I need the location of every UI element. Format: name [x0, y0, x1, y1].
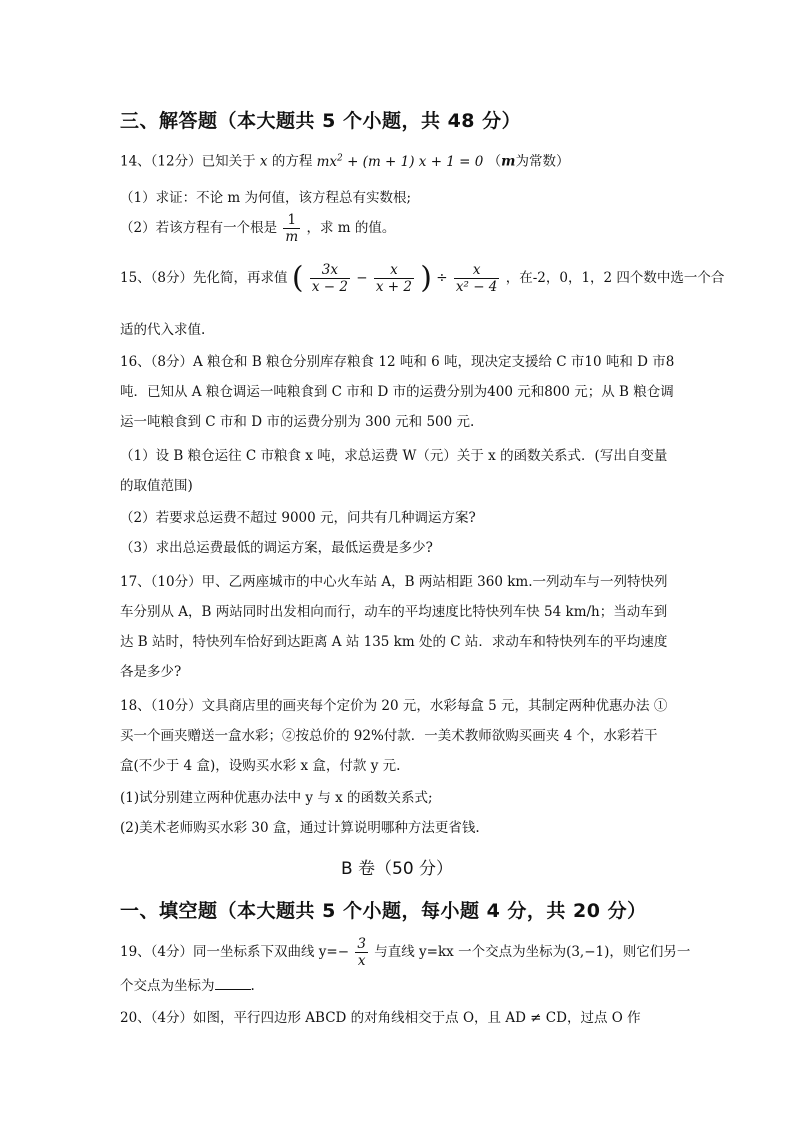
question-19-line-2: 个交点为坐标为 .: [120, 978, 255, 994]
question-14-part-2: （2）若该方程有一个根是 $\frac{1}{m}$ ，求 m 的值。: [120, 212, 396, 245]
question-17-line-3: 达 B 站时，特快列车恰好到达距离 A 站 135 km 处的 C 站．求动车和特快列车的平均速度: [120, 634, 668, 650]
fraction-3-over-x: $\frac{3}{x}$: [357, 936, 366, 969]
question-16-part-3: （3）求出总运费最低的调运方案，最低运费是多少?: [120, 540, 433, 556]
question-18-line-3: 盒(不少于 4 盒)，设购买水彩 x 盒，付款 y 元.: [120, 758, 401, 774]
question-16-part-1-cont: 的取值范围): [120, 478, 193, 494]
question-19-stem: 19、（4分）同一坐标系下双曲线 y=− $\frac{3}{x}$ 与直线 y=kx 一个交点为坐标为(3,−1)，则它们另一: [120, 936, 691, 969]
fraction-1-over-m: $\frac{1}{m}$: [285, 212, 299, 245]
section-title-fill-in: 一、填空题（本大题共 5 个小题，每小题 4 分，共 20 分）: [120, 900, 647, 922]
question-17-line-1: 17、（10分）甲、乙两座城市的中心火车站 A，B 两站相距 360 km.一列动车与一列特快列: [120, 574, 668, 590]
question-18-line-1: 18、（10分）文具商店里的画夹每个定价为 20 元，水彩每盒 5 元，其制定两种优惠办法 ①: [120, 698, 668, 714]
question-16-line-1: 16、（8分）A 粮仓和 B 粮仓分别库存粮食 12 吨和 6 吨，现决定支援给 C 市10 吨和 D 市8: [120, 354, 675, 370]
fraction-x-over-x-plus-2: $\frac{x}{x + 2}$: [375, 262, 412, 295]
section-title-solutions: 三、解答题（本大题共 5 个小题，共 48 分）: [120, 110, 522, 132]
fraction-x-over-x2-minus-4: $\frac{x}{\text{x² − 4}}$: [455, 262, 498, 295]
part-b-title: B 卷（50 分）: [340, 859, 454, 879]
question-14-stem: 14、（12分）已知关于 x 的方程 $mx^2 + (m + 1) x + 1 = 0$ （m为常数）: [120, 153, 570, 170]
question-17-line-2: 车分别从 A，B 两站同时出发相向而行，动车的平均速度比特快列车快 54 km/h；当动车到: [120, 604, 668, 620]
question-18-line-2: 买一个画夹赠送一盒水彩；②按总价的 92%付款．一美术教师欲购买画夹 4 个，水彩若干: [120, 728, 658, 744]
answer-blank[interactable]: [215, 976, 251, 990]
question-15-stem: 15、（8分）先化简，再求值 ( $\frac{3x}{x - 2}$ − $\frac{x}{x + 2}$ ) ÷ $\frac{x}{\text{x² − 4}}$ ，在-2，0，1，2 四个数中选一个合: [120, 260, 725, 296]
fraction-3x-over-x-minus-2: $\frac{3x}{x - 2}$: [311, 262, 348, 295]
question-15-line-2: 适的代入求值.: [120, 322, 206, 338]
equation-14: $mx^2 + (m + 1) x + 1 = 0$: [316, 153, 484, 170]
question-20-line-1: 20、（4分）如图，平行四边形 ABCD 的对角线相交于点 O，且 AD ≠ CD，过点 O 作: [120, 1010, 641, 1026]
question-14-part-1: （1）求证：不论 m 为何值，该方程总有实数根;: [120, 190, 412, 206]
question-16-part-2: （2）若要求总运费不超过 9000 元，问共有几种调运方案?: [120, 510, 476, 526]
question-16-part-1: （1）设 B 粮仓运往 C 市粮食 x 吨，求总运费 W（元）关于 x 的函数关系式．(写出自变量: [120, 448, 668, 464]
question-18-part-1: (1)试分别建立两种优惠办法中 y 与 x 的函数关系式;: [120, 790, 433, 806]
question-18-part-2: (2)美术老师购买水彩 30 盒，通过计算说明哪种方法更省钱.: [120, 820, 480, 836]
question-16-line-2: 吨．已知从 A 粮仓调运一吨粮食到 C 市和 D 市的运费分别为400 元和800 元；从 B 粮仓调: [120, 384, 674, 400]
question-16-line-3: 运一吨粮食到 C 市和 D 市的运费分别为 300 元和 500 元.: [120, 414, 475, 430]
question-17-line-4: 各是多少?: [120, 664, 182, 680]
